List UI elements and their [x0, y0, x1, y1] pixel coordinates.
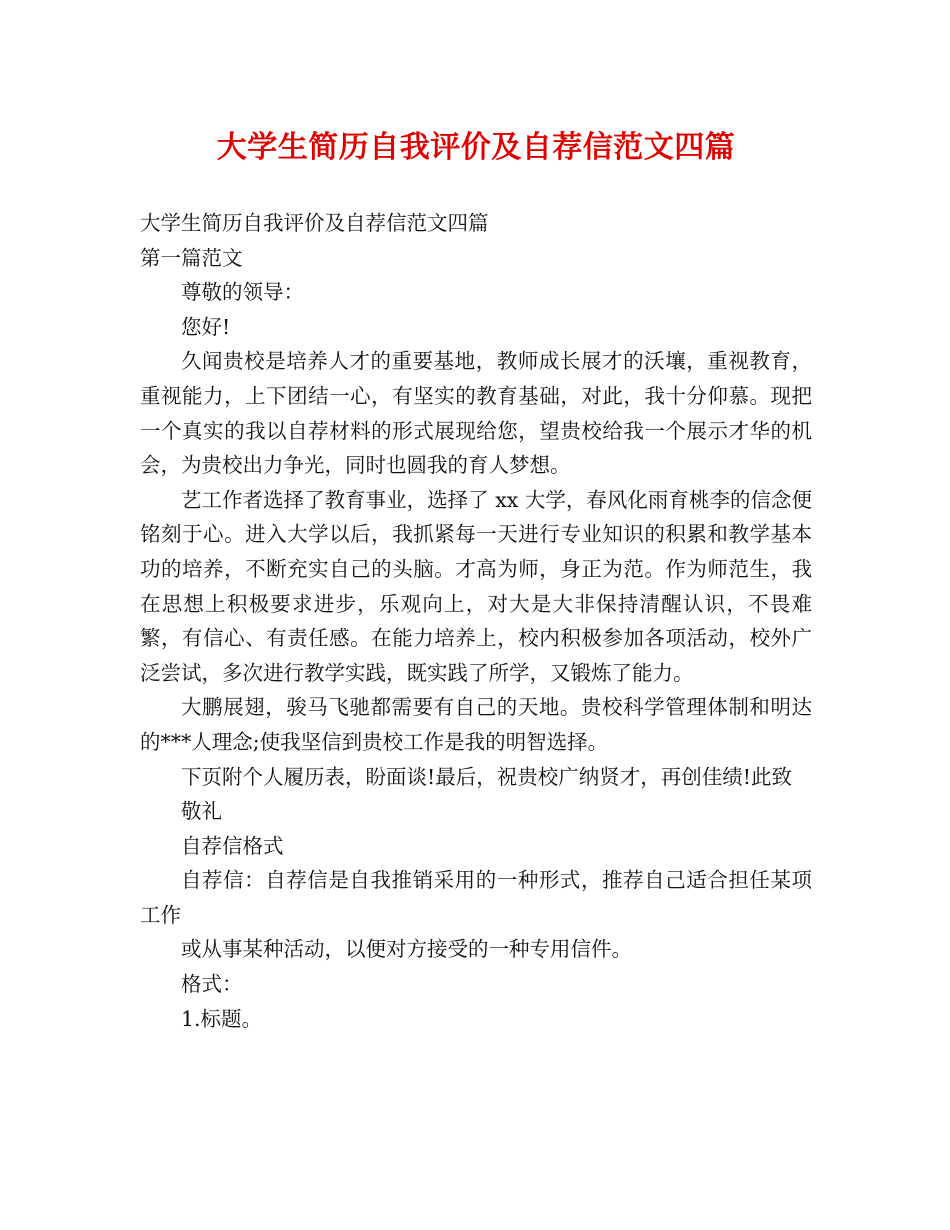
section-heading: 第一篇范文 [140, 245, 243, 270]
closing: 敬礼 [181, 799, 222, 824]
paragraph-3: 大鹏展翅，骏马飞驰都需要有自己的天地。贵校科学管理体制和明达的***人理念;使我坚信到贵校工作是我的明智选择。 [140, 695, 812, 754]
document-subtitle: 大学生简历自我评价及自荐信范文四篇 [140, 211, 489, 235]
definition-continued: 或从事某种活动，以便对方接受的一种专用信件。 [181, 937, 632, 962]
greeting: 您好! [181, 314, 231, 339]
format-label: 格式： [181, 972, 243, 997]
paragraph-2: 艺工作者选择了教育事业，选择了 xx 大学，春风化雨育桃李的信念便铭刻于心。进入大学以后，我抓紧每一天进行专业知识的积累和教学基本功的培养，不断充实自己的头脑。才高为师，身正为范。作为师范生，我在思想上积极要求进步，乐观向上，对大是大非保持清醒认识，不畏难繁，有信心、有责任感。在能力培养上，校内积极参加各项活动，校外广泛尝试，多次进行教学实践，既实践了所学，又锻炼了能力。 [140, 487, 812, 685]
format-heading: 自荐信格式 [181, 833, 284, 858]
paragraph-1: 久闻贵校是培养人才的重要基地，教师成长展才的沃壤，重视教育，重视能力，上下团结一心，有坚实的教育基础，对此，我十分仰慕。现把一个真实的我以自荐材料的形式展现给您，望贵校给我一个展示才华的机会，为贵校出力争光，同时也圆我的育人梦想。 [140, 349, 812, 478]
document-body [140, 206, 812, 1036]
document-title: 大学生简历自我评价及自荐信范文四篇 [216, 130, 736, 165]
definition: 自荐信：自荐信是自我推销采用的一种形式，推荐自己适合担任某项工作 [140, 868, 812, 927]
format-item-1: 1.标题。 [181, 1006, 263, 1031]
paragraph-4: 下页附个人履历表，盼面谈!最后，祝贵校广纳贤才，再创佳绩!此致 [181, 764, 792, 789]
salutation: 尊敬的领导： [181, 280, 304, 305]
